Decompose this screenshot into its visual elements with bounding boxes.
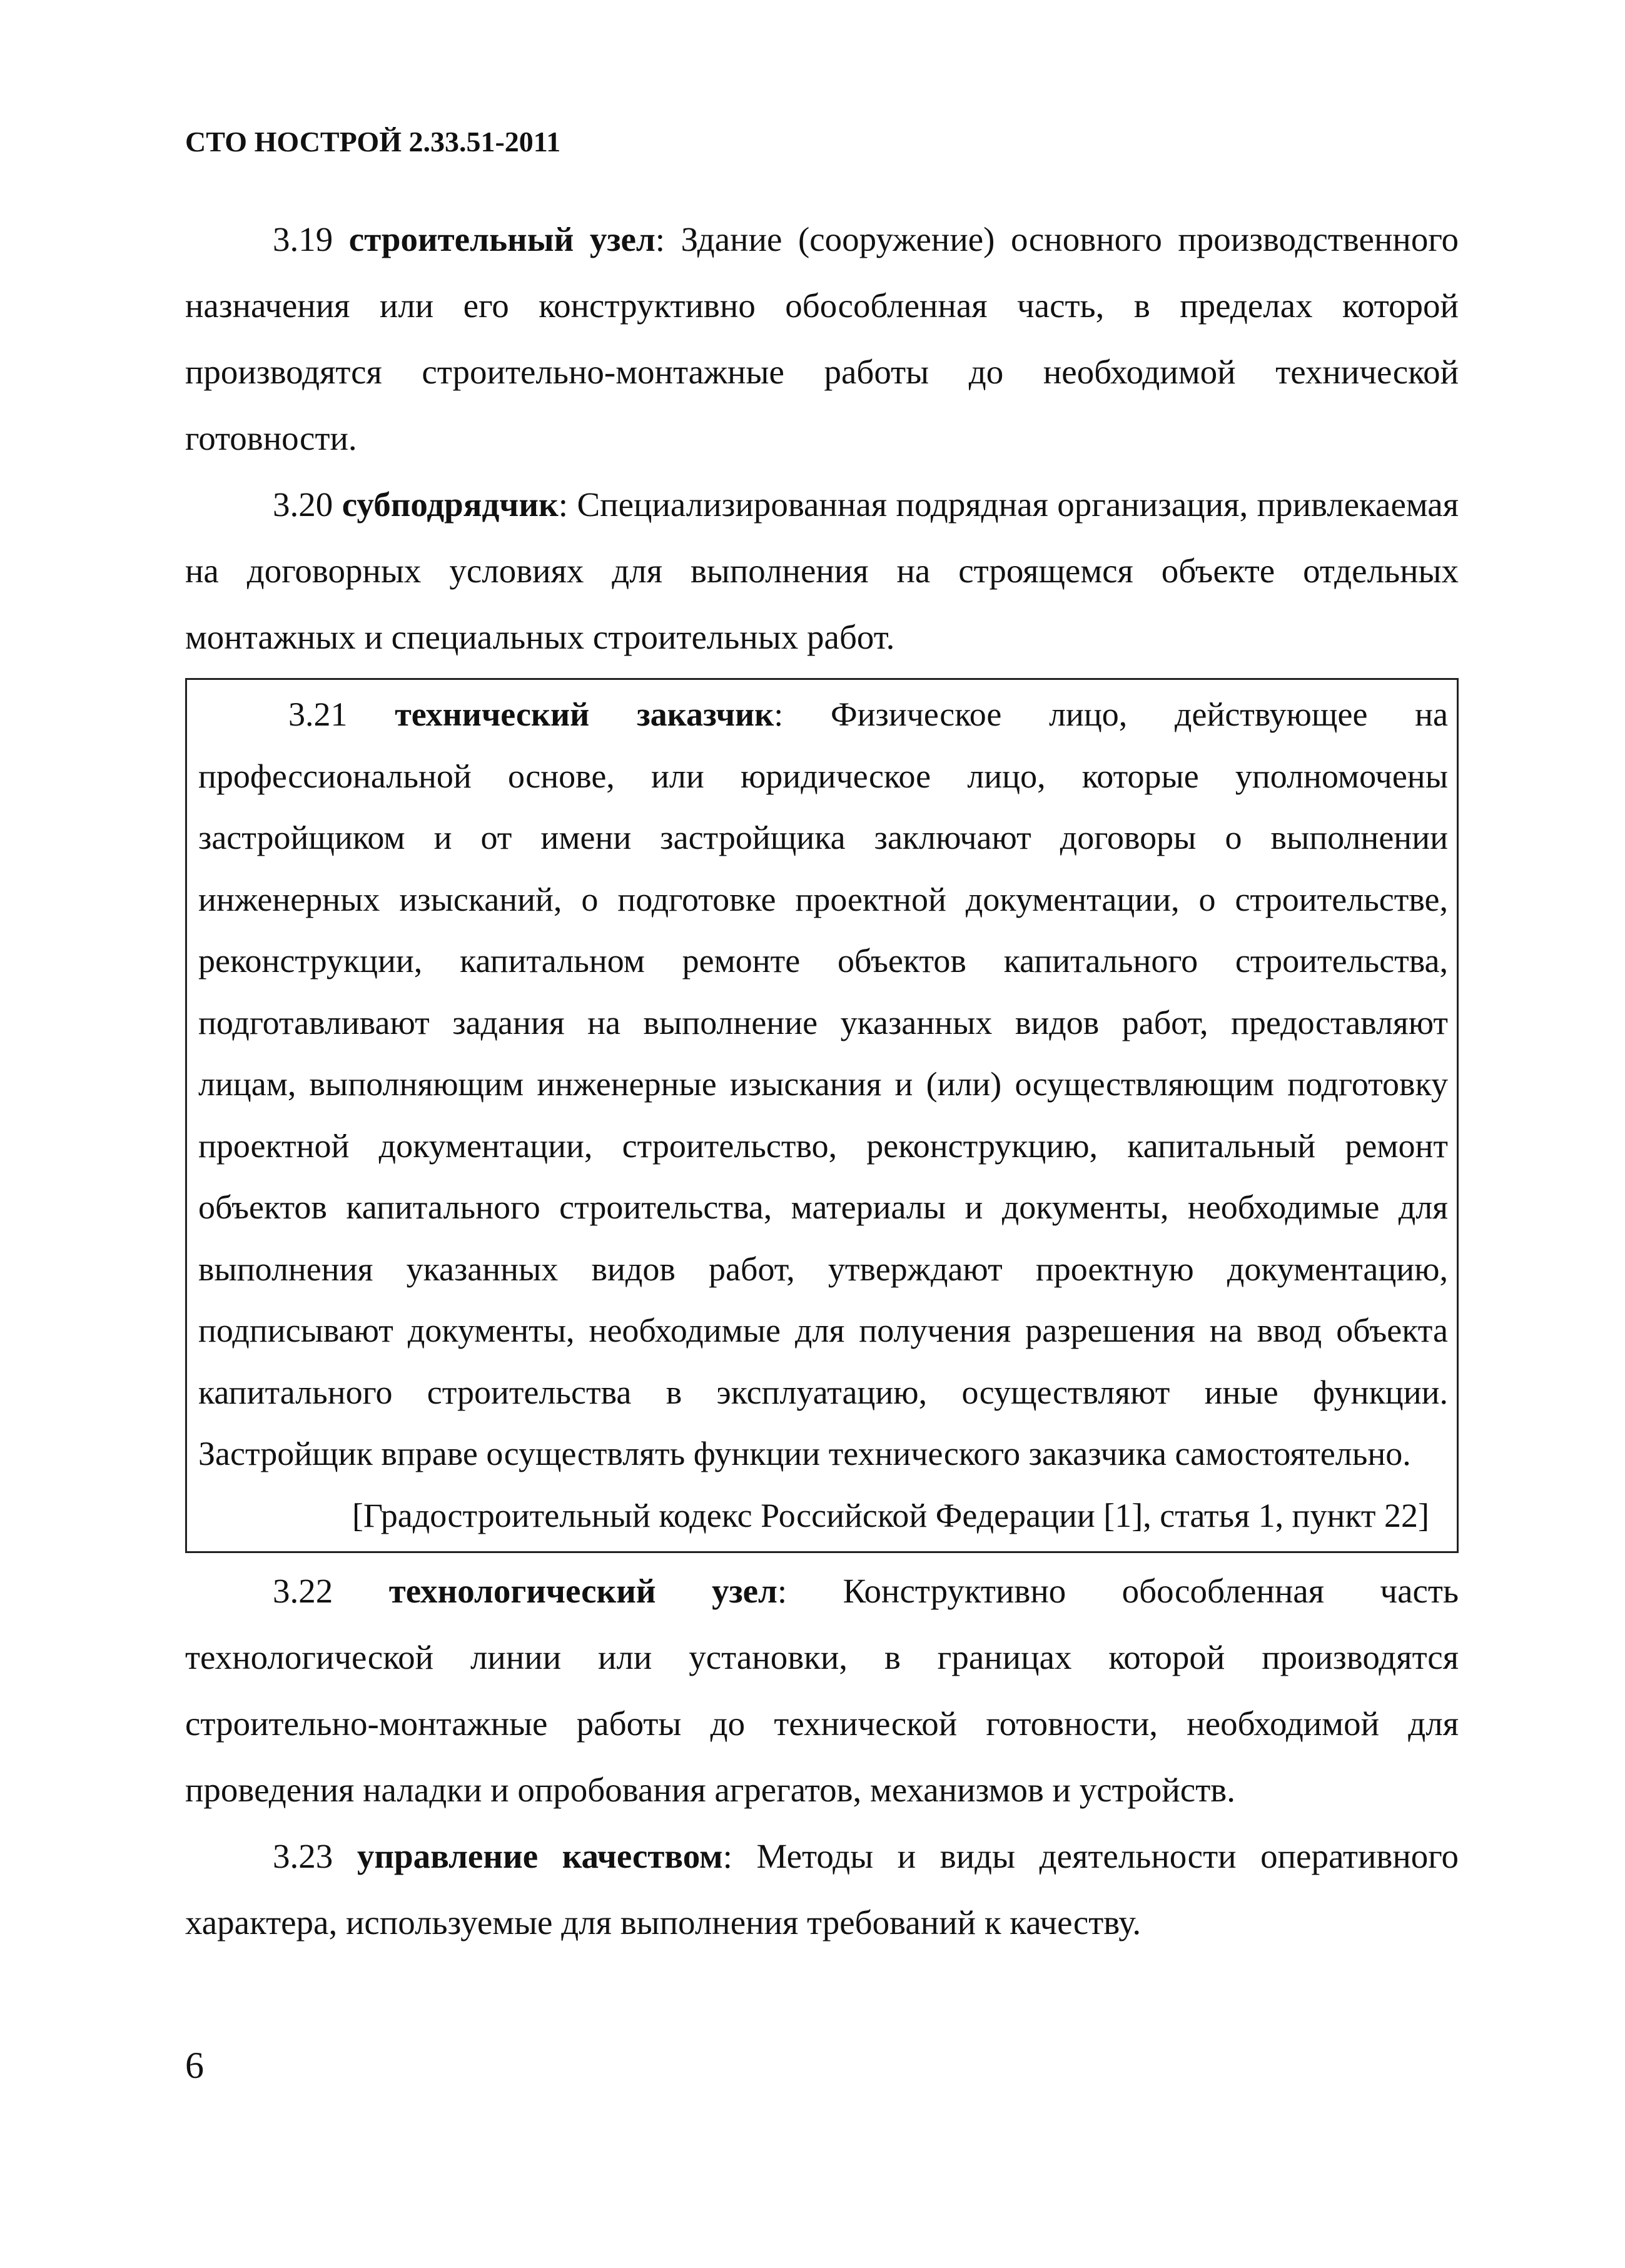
document-body — [185, 206, 1459, 1956]
entry-term: технологический узел — [388, 1571, 777, 1610]
entry-number: 3.21 — [288, 696, 348, 733]
source-reference: [Градостроительный кодекс Российской Федерации [1], статья 1, пункт 22] — [352, 1496, 1429, 1534]
definition-3-22: 3.22 технологический узел: Конструктивно обособленная часть технологической линии или установки, в границах которой производятся строительно-монтажные работы до технической готовности, необходимой для проведения наладки и опробования агрегатов, механизмов и устройств. — [185, 1571, 1459, 1809]
entry-number: 3.22 — [273, 1571, 333, 1610]
definition-3-20: 3.20 субподрядчик: Специализированная подрядная организация, привлекаемая на договорных условиях для выполнения на строящемся объекте отдельных монтажных и специальных строительных работ. — [185, 485, 1459, 656]
entry-term: строительный узел — [348, 220, 656, 258]
entry-term: управление качеством — [357, 1836, 723, 1875]
boxed-definition-3-21 — [185, 678, 1459, 1553]
entry-definition: Физическое лицо, действующее на профессиональной основе, или юридическое лицо, которые уполномочены застройщиком и от имени застройщика заключают договоры о выполнении инженерных изысканий, о подготовке проектной документации, о строительстве, реконструкции, капитальном ремонте объектов капитального строительства, подготавливают задания на выполнение указанных видов работ, предоставляют лицам, выполняющим инженерные изыскания и (или) осуществляющим подготовку проектной документации, строительство, реконструкцию, капитальный ремонт объектов капитального строительства, материалы и документы, необходимые для выполнения указанных видов работ, утверждают проектную документацию, подписывают документы, необходимые для получения разрешения на ввод объекта капитального строительства в эксплуатацию, осуществляют иные функции. Застройщик вправе осуществлять функции технического заказчика самостоятельно. — [198, 696, 1448, 1472]
entry-term: субподрядчик — [342, 485, 559, 524]
after-box-section — [185, 1558, 1459, 1956]
entry-definition: Методы и виды деятельности оперативного характера, используемые для выполнения требований к качеству. — [185, 1836, 1459, 1941]
definition-3-21: 3.21 технический заказчик: Физическое лицо, действующее на профессиональной основе, или юридическое лицо, которые уполномочены застройщиком и от имени застройщика заключают договоры о выполнении инженерных изысканий, о подготовке проектной документации, о строительстве, реконструкции, капитальном ремонте объектов капитального строительства, подготавливают задания на выполнение указанных видов работ, предоставляют лицам, выполняющим инженерные изыскания и (или) осуществляющим подготовку проектной документации, строительство, реконструкцию, капитальный ремонт объектов капитального строительства, материалы и документы, необходимые для выполнения указанных видов работ, утверждают проектную документацию, подписывают документы, необходимые для получения разрешения на ввод объекта капитального строительства в эксплуатацию, осуществляют иные функции. Застройщик вправе осуществлять функции технического заказчика самостоятельно. — [198, 696, 1448, 1472]
page-number: 6 — [185, 2045, 204, 2086]
entry-definition: Специализированная подрядная организация, привлекаемая на договорных условиях для выполнения на строящемся объекте отдельных монтажных и специальных строительных работ. — [185, 485, 1459, 656]
entry-number: 3.20 — [273, 485, 333, 524]
definition-3-23: 3.23 управление качеством: Методы и виды деятельности оперативного характера, используемые для выполнения требований к качеству. — [185, 1836, 1459, 1941]
entry-term: технический заказчик — [395, 696, 774, 733]
definition-3-19: 3.19 строительный узел: Здание (сооружение) основного производственного назначения или его конструктивно обособленная часть, в пределах которой производятся строительно-монтажные работы до необходимой технической готовности. — [185, 220, 1459, 457]
entry-number: 3.19 — [273, 220, 333, 258]
entry-definition: Здание (сооружение) основного производственного назначения или его конструктивно обособленная часть, в пределах которой производятся строительно-монтажные работы до необходимой технической готовности. — [185, 220, 1459, 457]
entry-number: 3.23 — [273, 1836, 333, 1875]
document-header: СТО НОСТРОЙ 2.33.51-2011 — [185, 126, 561, 158]
entry-definition: Конструктивно обособленная часть технологической линии или установки, в границах которой производятся строительно-монтажные работы до технической готовности, необходимой для проведения наладки и опробования агрегатов, механизмов и устройств. — [185, 1571, 1459, 1809]
